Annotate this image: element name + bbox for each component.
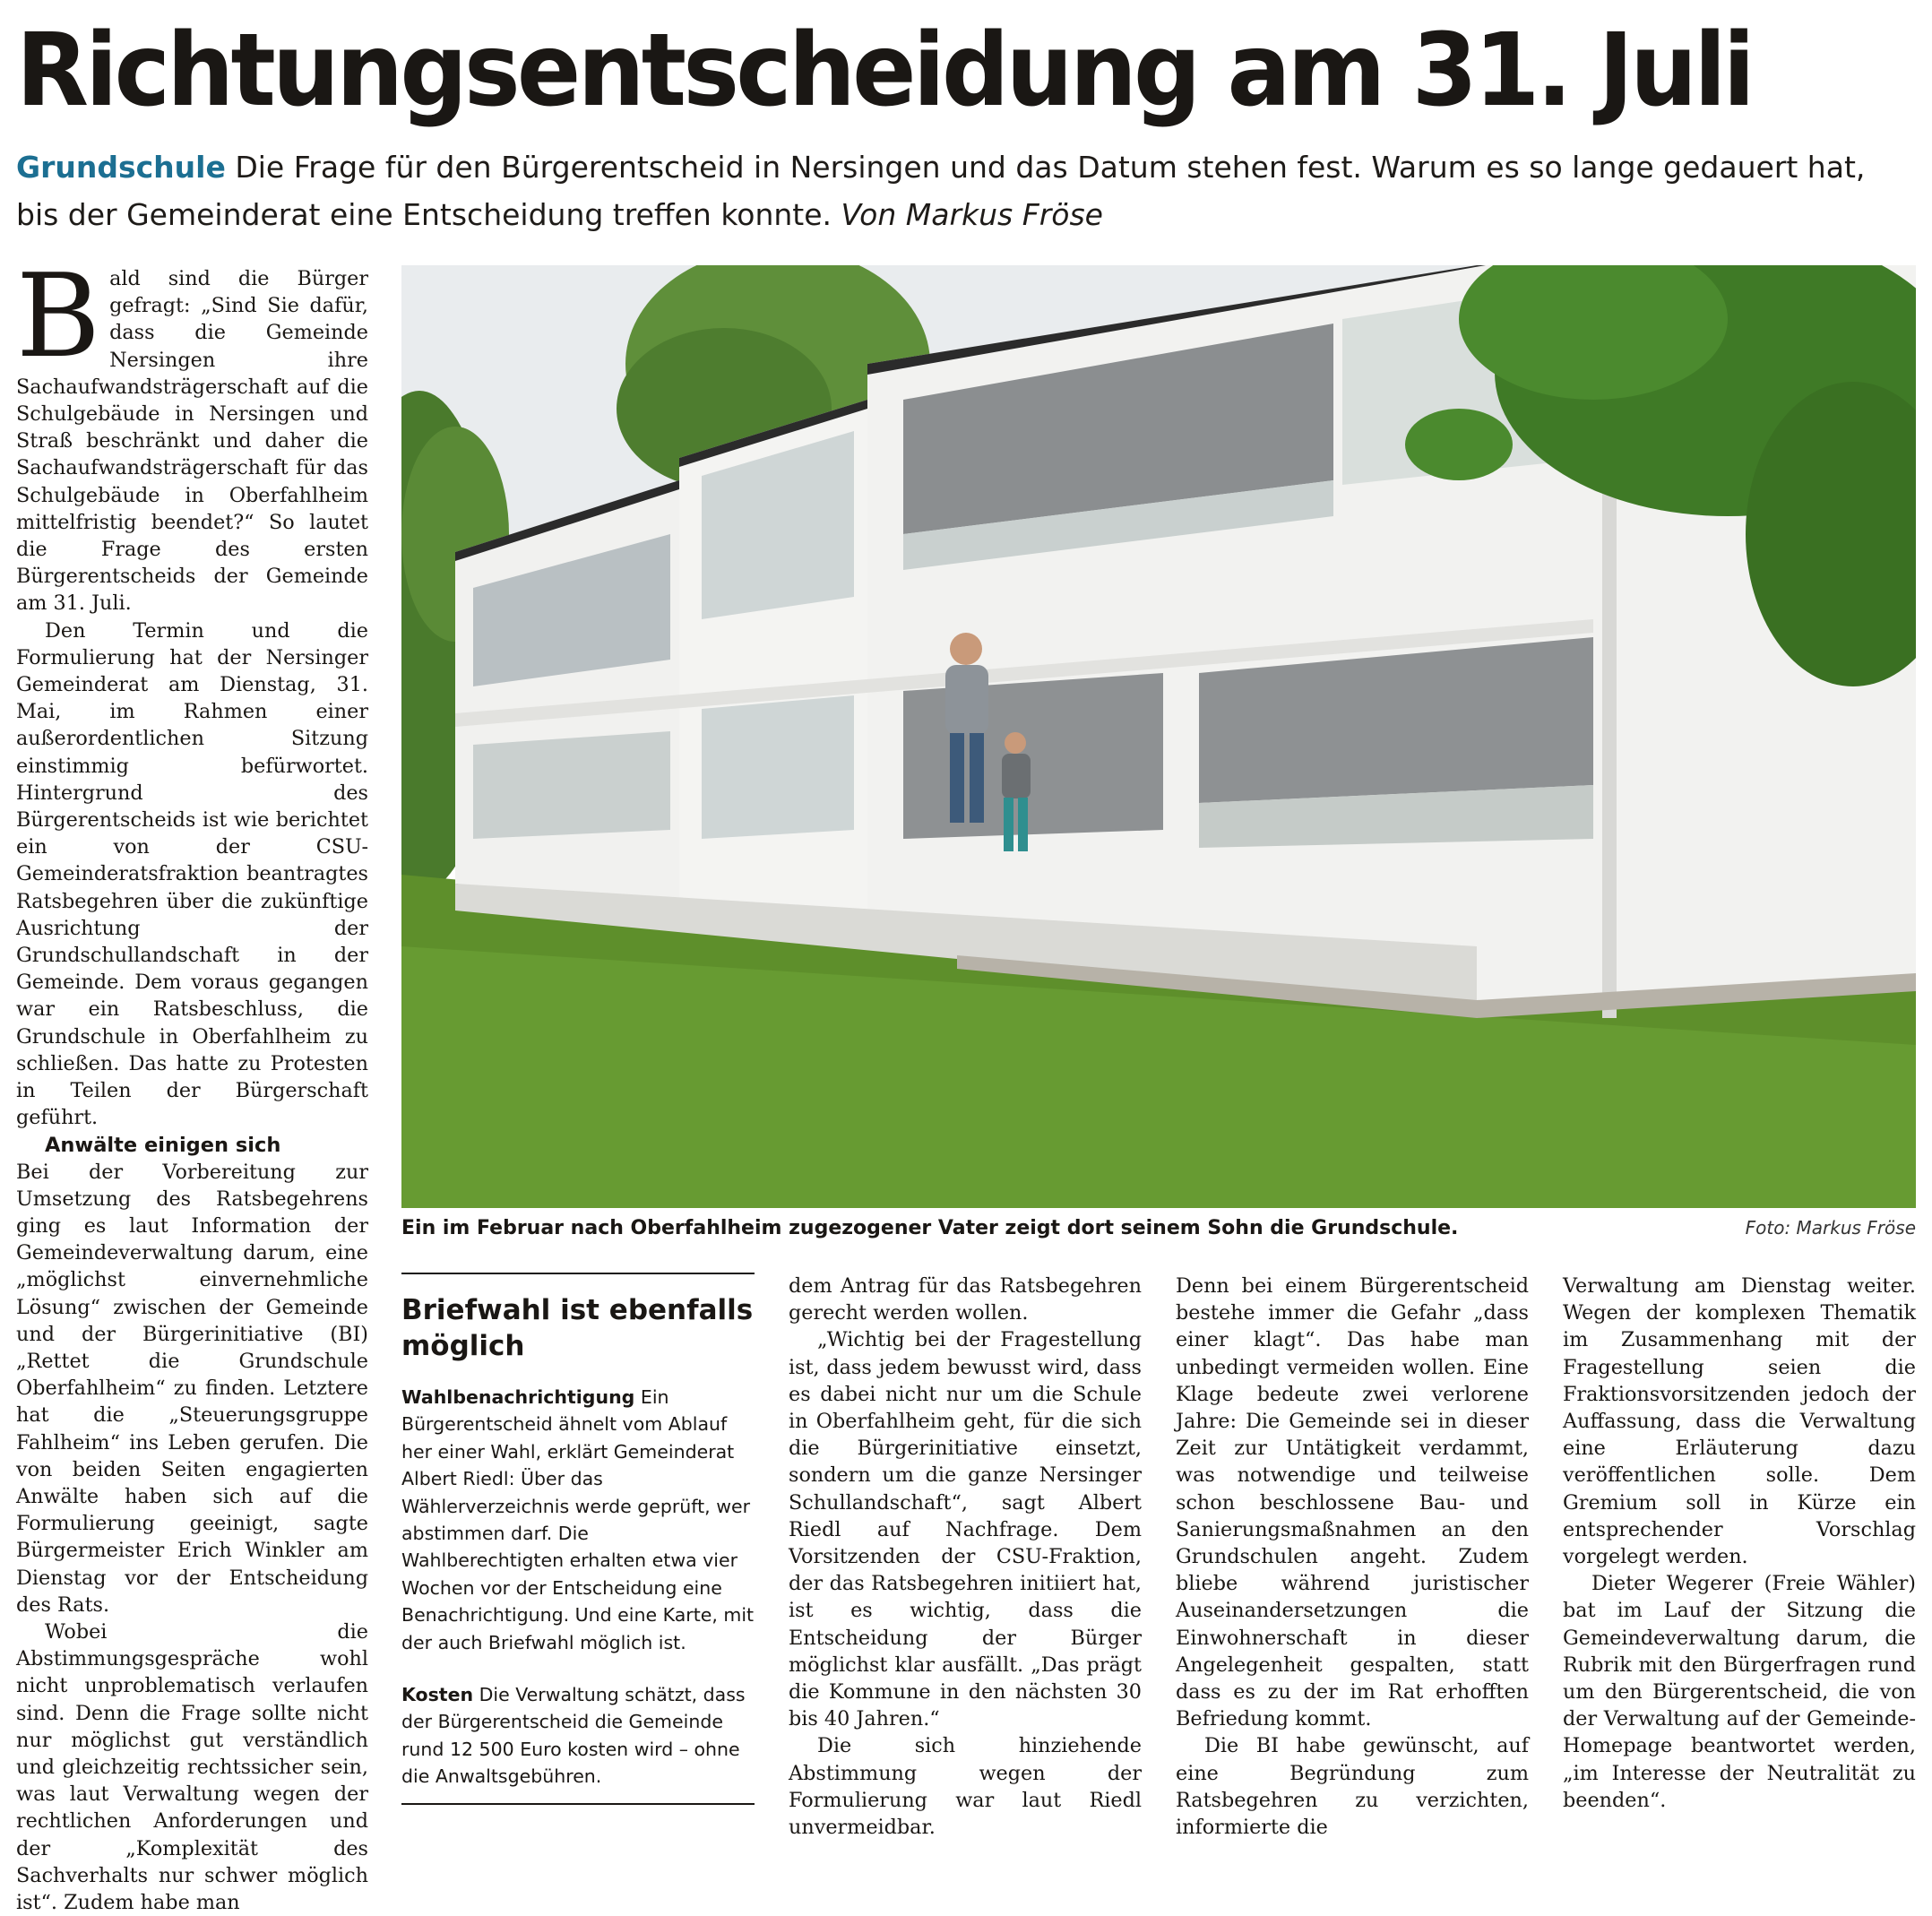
deck-text: Die Frage für den Bürgerentscheid in Nersingen und das Datum stehen fest. Warum es so lange gedauert hat, bis der Gemeinderat eine Entscheidung treffen konnte. — [16, 150, 1866, 232]
paragraph: Bei der Vorbereitung zur Umsetzung des Ratsbegehrens ging es laut Information der Gemeindeverwaltung darum, eine „möglichst einvernehmliche Lösung“ zwischen der Gemeinde und der Bürgerinitiative (BI) „Rettet die Grundschule Oberfahlheim“ zu finden. Letztere hat die „Steuerungsgruppe Fahlheim“ ins Leben gerufen. Die von beiden Seiten engagierten Anwälte haben sich auf die Formulierung geeinigt, sagte Bürgermeister Erich Winkler am Dienstag vor der Entscheidung des Rats. — [16, 1160, 368, 1617]
paragraph: Die sich hinziehende Abstimmung wegen der Formulierung war laut Riedl unvermeidbar. — [789, 1734, 1142, 1840]
kicker: Grundschule — [16, 150, 226, 185]
paragraph: „Wichtig bei der Fragestellung ist, dass jedem bewusst wird, dass es dabei nicht nur um die Schule in Oberfahlheim geht, für die sich die Bürgerinitiative einsetzt, sondern um die ganze Nersinger Schullandschaft“, sagt Albert Riedl auf Nachfrage. Dem Vorsitzenden der CSU-Fraktion, der das Ratsbegehren initiiert hat, ist es wichtig, dass die Entscheidung der Bürger möglichst klar ausfällt. „Das prägt die Kommune in den nächsten 30 bis 40 Jahren.“ — [789, 1328, 1142, 1731]
article-column-4 — [1176, 1273, 1529, 1841]
paragraph: Wobei die Abstimmungsgespräche wohl nicht unproblematisch verlaufen sind. Denn die Frage sollte nicht nur möglichst gut verständlich und gleichzeitig rechtssicher sein, was laut Verwaltung wegen der rechtlichen Anforderungen und der „Komplexität des Sachverhalts nur schwer möglich ist“. Zudem habe man — [16, 1619, 368, 1914]
byline: Von Markus Fröse — [841, 197, 1103, 232]
info-item-lead: Wahlbenachrichtigung — [401, 1386, 635, 1408]
drop-cap: B — [16, 250, 101, 384]
info-box — [401, 1273, 755, 1805]
info-box-title: Briefwahl ist ebenfalls möglich — [401, 1294, 754, 1362]
lead-paragraph — [16, 250, 368, 617]
headline: Richtungsentscheidung am 31. Juli — [16, 13, 1753, 129]
subheading: Anwälte einigen sich — [45, 1133, 281, 1157]
deck — [16, 143, 1907, 238]
paragraph-text: ald sind die Bürger gefragt: „Sind Sie dafür, dass die Gemeinde Nersingen ihre Sachaufwandsträgerschaft auf die Schulgebäude in Nersingen und Straß beschränkt und daher die Sachaufwandsträgerschaft für das Schulgebäude in Oberfahlheim mittelfristig beendet?“ So lautet die Frage des ersten Bürgerentscheids der Gemeinde am 31. Juli. — [16, 267, 368, 616]
photo-caption — [401, 1217, 1916, 1247]
paragraph: Verwaltung am Dienstag weiter. Wegen der komplexen Thematik im Zusammenhang mit der Fragestellung seien die Fraktionsvorsitzenden jedoch der Auffassung, dass die Verwaltung eine Erläuterung dazu veröffentlichen solle. Dem Gremium soll in Kürze ein entsprechender Vorschlag vorgelegt werden. — [1563, 1274, 1916, 1569]
info-item-lead: Kosten — [401, 1684, 474, 1706]
school-photo — [401, 265, 1916, 1208]
info-item-text: Die Verwaltung schätzt, dass der Bürgerentscheid die Gemeinde rund 12 500 Euro kosten wird – ohne die Anwaltsgebühren. — [401, 1684, 746, 1788]
info-item — [401, 1681, 755, 1791]
article-column-1 — [16, 250, 368, 1916]
paragraph: Dieter Wegerer (Freie Wähler) bat im Lauf der Sitzung die Gemeindeverwaltung darum, die Rubrik mit den Bürgerfragen rund um den Bürgerentscheid, die von der Verwaltung auf der Gemeinde-Homepage beantwortet werden, „im Interesse der Neutralität zu beenden“. — [1563, 1572, 1916, 1812]
photo-credit: Foto: Markus Fröse — [1745, 1217, 1916, 1238]
paragraph: Die BI habe gewünscht, auf eine Begründung zum Ratsbegehren zu verzichten, informierte die — [1176, 1734, 1529, 1840]
info-item — [401, 1384, 755, 1656]
school-photo-illustration — [401, 265, 1916, 1208]
paragraph: dem Antrag für das Ratsbegehren gerecht werden wollen. — [789, 1274, 1142, 1325]
article-column-3 — [789, 1273, 1142, 1841]
article-column-5 — [1563, 1273, 1916, 1814]
info-item-text: Ein Bürgerentscheid ähnelt vom Ablauf her einer Wahl, erklärt Gemeinderat Albert Riedl: Über das Wählerverzeichnis werde geprüft, wer abstimmen darf. Die Wahlberechtigten erhalten etwa vier Wochen vor der Entscheidung eine Benachrichtigung. Und eine Karte, mit der auch Briefwahl möglich ist. — [401, 1386, 755, 1653]
paragraph: Denn bei einem Bürgerentscheid bestehe immer die Gefahr „dass einer klagt“. Das habe man unbedingt vermeiden wollen. Eine Klage bedeute zwei verlorene Jahre: Die Gemeinde sei in dieser Zeit zur Untätigkeit verdammt, was notwendige und teilweise schon beschlossene Bau- und Sanierungsmaßnahmen an den Grundschulen angeht. Zudem bliebe während juristischer Auseinandersetzungen die Einwohnerschaft in dieser Angelegenheit gespalten, statt dass es zu der im Rat erhofften Befriedung kommt. — [1176, 1274, 1529, 1731]
paragraph: Den Termin und die Formulierung hat der Nersinger Gemeinderat am Dienstag, 31. Mai, im Rahmen einer außerordentlichen Sitzung einstimmig befürwortet. Hintergrund des Bürgerentscheids ist wie berichtet ein von der CSU-Gemeinderatsfraktion beantragtes Ratsbegehren über die zukünftige Ausrichtung der Grundschullandschaft in der Gemeinde. Dem voraus gegangen war ein Ratsbeschluss, die Grundschule in Oberfahlheim zu schließen. Das hatte zu Protesten in Teilen der Bürgerschaft geführt. — [16, 618, 368, 1130]
caption-text: Ein im Februar nach Oberfahlheim zugezogener Vater zeigt dort seinem Sohn die Grundschule. — [401, 1217, 1459, 1239]
